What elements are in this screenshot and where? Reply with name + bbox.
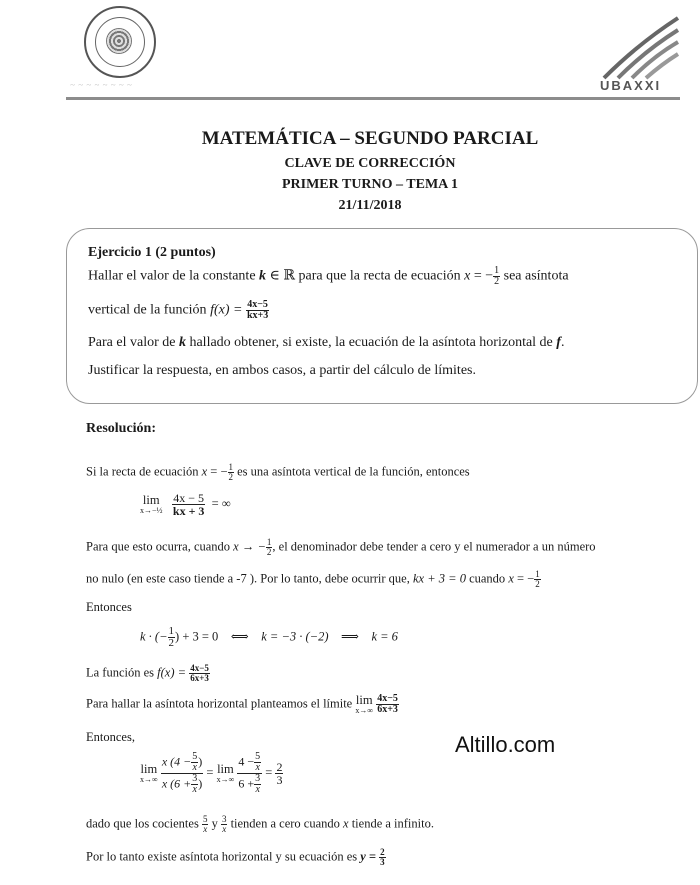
limit-infinity: lim x→∞ x (4 − $\frac{5}{x}$ ) x (6 + $\frac{3}{x}$ ) = lim x→∞ 4 − $\frac{5}{x}$ 6 + $\frac{3}{x}$ = $\frac{2}{3}$ xyxy=(140,751,283,795)
ubaxxi-logo-text: UBAXXI xyxy=(600,78,662,93)
resolution-p5: La función es f(x) = $\frac{4x-5}{6x+3}$ xyxy=(86,663,209,683)
watermark-text: Altillo.com xyxy=(455,732,556,757)
limit-1: lim x→−½ $\frac{4x - 5}{kx + 3}$ = ∞ xyxy=(140,491,231,518)
seal-caption: ~ ~ ~ ~ ~ ~ ~ ~ xyxy=(70,80,133,90)
header-rule xyxy=(66,97,680,100)
exercise-line-1: Hallar el valor de la constante k ∈ ℝ para que la recta de ecuación x = − $\frac{1}{2}$ sea asíntota xyxy=(88,265,569,287)
resolution-p6: Para hallar la asíntota horizontal planteamos el límite lim x→∞ $\frac{4x-5}{6x+3}$ xyxy=(86,693,398,715)
resolution-p8: dado que los cocientes $\frac{5}{x}$ y $\frac{3}{x}$ tienden a cero cuando x tiende a infinito. xyxy=(86,814,434,834)
exam-date: 21/11/2018 xyxy=(338,198,402,213)
ubaxxi-logo-icon xyxy=(598,14,680,80)
resolution-p3: no nulo (en este caso tiende a -7 ). Por lo tanto, debe ocurrir que, kx + 3 = 0 cuando x = − $\frac{1}{2}$ xyxy=(86,569,540,589)
resolution-p4: Entonces xyxy=(86,600,132,614)
resolution-p9: Por lo tanto existe asíntota horizontal y su ecuación es y = $\frac{2}{3}$ xyxy=(86,847,385,867)
resolution-heading: Resolución: xyxy=(86,421,156,436)
exercise-line-2: vertical de la función f(x) = $\frac{4x-5}{kx+3}$ xyxy=(88,299,269,321)
subtitle-turno: PRIMER TURNO – TEMA 1 xyxy=(281,177,459,192)
subtitle-clave: CLAVE DE CORRECCIÓN xyxy=(284,156,456,171)
equation-k: k · (− $\frac{1}{2}$ ) + 3 = 0 ⟺ k = −3 · (−2) ⟹ k = 6 xyxy=(140,625,398,649)
university-seal xyxy=(84,6,156,78)
exercise-heading: Ejercicio 1 (2 puntos) xyxy=(88,245,216,260)
exercise-line-4: Justificar la respuesta, en ambos casos, a partir del cálculo de límites. xyxy=(88,363,476,378)
page-title: MATEMÁTICA – SEGUNDO PARCIAL xyxy=(201,128,539,149)
resolution-p7: Entonces, xyxy=(86,730,135,744)
resolution-p1: Si la recta de ecuación x = − $\frac{1}{2}$ es una asíntota vertical de la función, entonces xyxy=(86,462,470,482)
exercise-line-3: Para el valor de k hallado obtener, si existe, la ecuación de la asíntota horizontal de f. xyxy=(88,335,565,350)
resolution-p2: Para que esto ocurra, cuando x → − $\frac{1}{2}$ , el denominador debe tender a cero y el numerador a un número xyxy=(86,537,596,557)
